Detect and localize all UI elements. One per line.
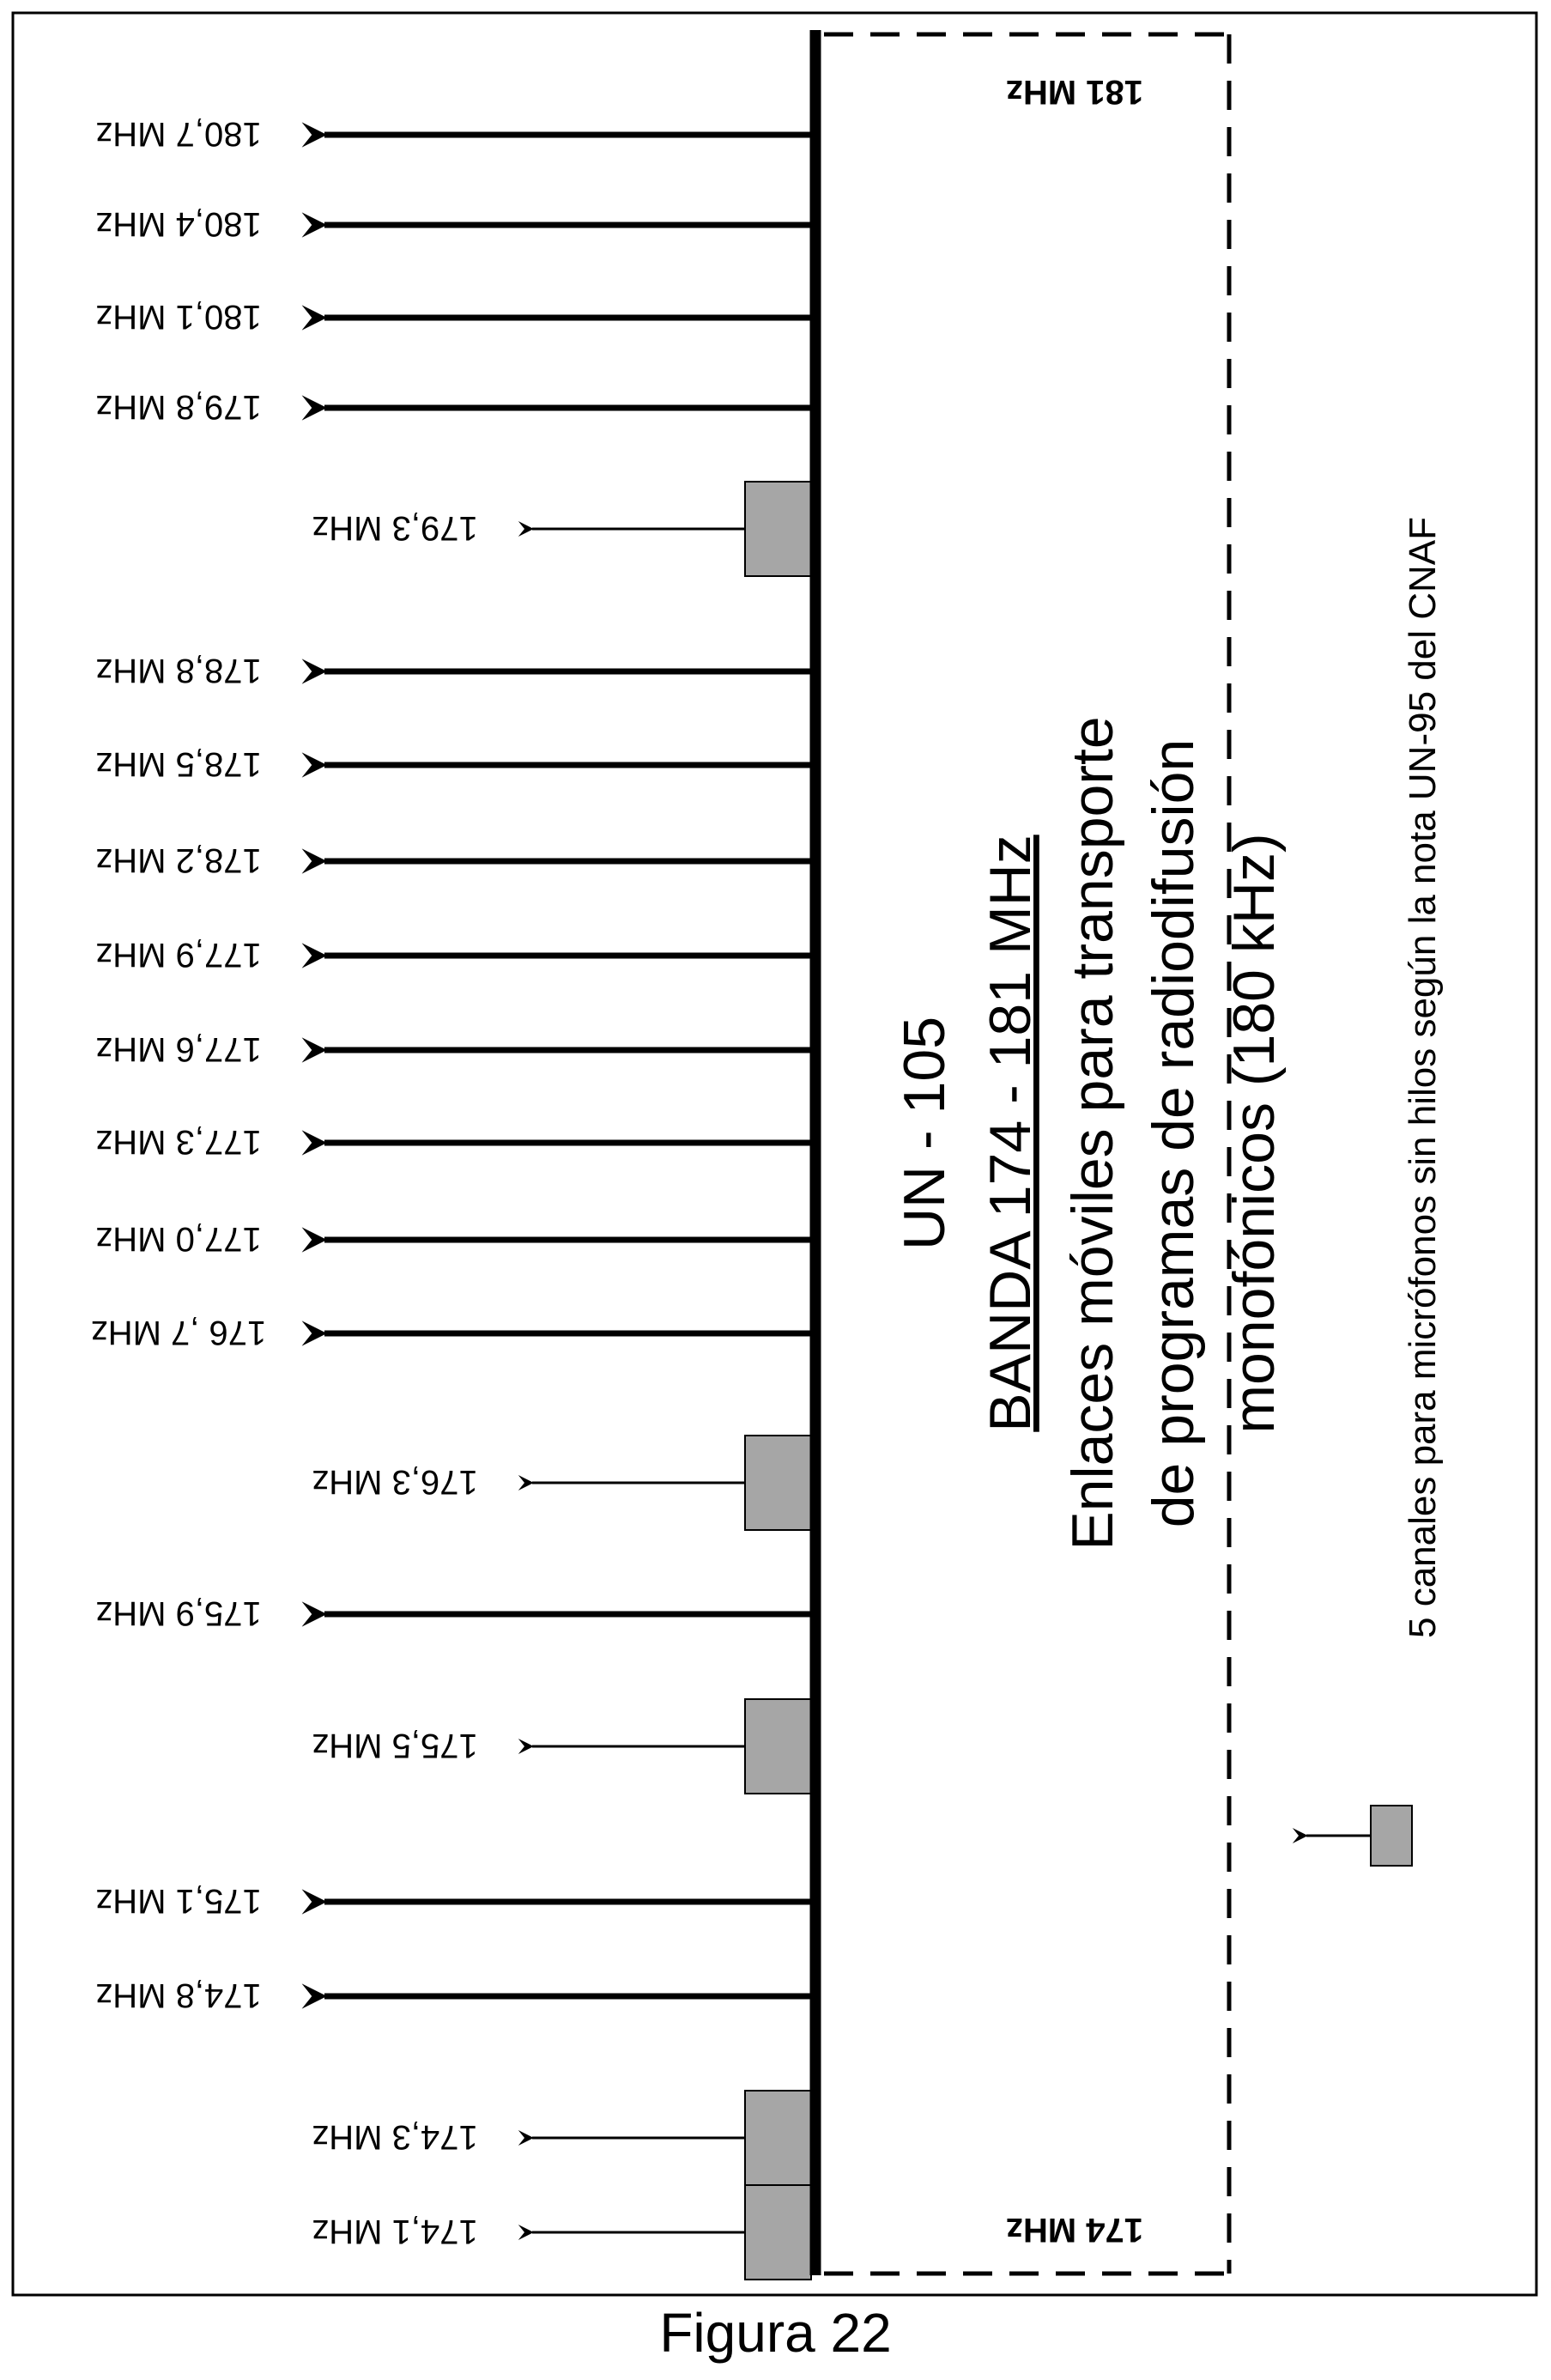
channel-label: 179,3 MHz	[312, 509, 478, 547]
link-channel	[95, 841, 811, 879]
channel-label: 176,3 MHz	[312, 1463, 478, 1501]
mic-box	[745, 1436, 811, 1530]
link-channel	[95, 388, 811, 426]
channel-label: 180,7 MHz	[95, 115, 262, 153]
desc-line-1: Enlaces móviles para transporte	[1060, 716, 1125, 1551]
link-channel	[95, 1220, 811, 1258]
figure-caption: Figura 22	[659, 2302, 892, 2364]
title-un105: UN - 105	[892, 1016, 957, 1251]
link-channel	[95, 298, 811, 336]
link-channel	[95, 1594, 811, 1632]
link-channel	[95, 1123, 811, 1161]
channel-label: 176 ,7 MHz	[90, 1314, 267, 1351]
band-top-label: 181 MHz	[1005, 73, 1144, 111]
mic-box	[745, 1699, 811, 1794]
link-channel	[95, 1976, 811, 2014]
mic-channel	[312, 1436, 811, 1530]
channel-label: 177,3 MHz	[95, 1123, 262, 1161]
channel-label: 178,2 MHz	[95, 841, 262, 879]
channel-label: 178,5 MHz	[95, 745, 262, 783]
channel-label: 174,1 MHz	[312, 2213, 478, 2250]
channel-label: 179,8 MHz	[95, 388, 262, 426]
link-channel	[95, 205, 811, 243]
channel-label: 174,8 MHz	[95, 1976, 262, 2014]
desc-line-2: de programas de radiodifusión	[1141, 738, 1206, 1528]
channel-label: 178,8 MHz	[95, 652, 262, 689]
mic-channel	[312, 2091, 811, 2185]
legend-mic-box	[1371, 1806, 1412, 1866]
channel-list	[91, 115, 811, 2280]
link-channel	[95, 936, 811, 974]
legend	[1306, 517, 1444, 1866]
channel-label: 175,1 MHz	[95, 1882, 262, 1920]
link-channel	[95, 115, 811, 153]
band-bottom-label: 174 MHz	[1005, 2211, 1144, 2249]
channel-label: 175,9 MHz	[95, 1594, 262, 1632]
band-description	[892, 716, 1287, 1550]
channel-label: 177,6 MHz	[95, 1030, 262, 1068]
mic-box	[745, 2185, 811, 2280]
link-channel	[95, 1882, 811, 1920]
channel-label: 175,5 MHz	[312, 1727, 478, 1764]
channel-label: 174,3 MHz	[312, 2118, 478, 2156]
mic-channel	[312, 482, 811, 576]
channel-label: 177,9 MHz	[95, 936, 262, 974]
mic-box	[745, 2091, 811, 2185]
mic-channel	[312, 1699, 811, 1794]
link-channel	[95, 745, 811, 783]
link-channel	[95, 1030, 811, 1068]
mic-channel	[312, 2185, 811, 2280]
link-channel	[95, 652, 811, 689]
mic-box	[745, 482, 811, 576]
desc-line-3: monofónicos (180 kHz)	[1221, 833, 1287, 1434]
channel-label: 177,0 MHz	[95, 1220, 262, 1258]
title-band: BANDA 174 - 181 MHz	[978, 835, 1043, 1432]
channel-label: 180,4 MHz	[95, 205, 262, 243]
channel-label: 180,1 MHz	[95, 298, 262, 336]
link-channel	[91, 1314, 811, 1351]
legend-text: 5 canales para micrófonos sin hilos según la nota UN-95 del CNAF	[1402, 517, 1444, 1638]
